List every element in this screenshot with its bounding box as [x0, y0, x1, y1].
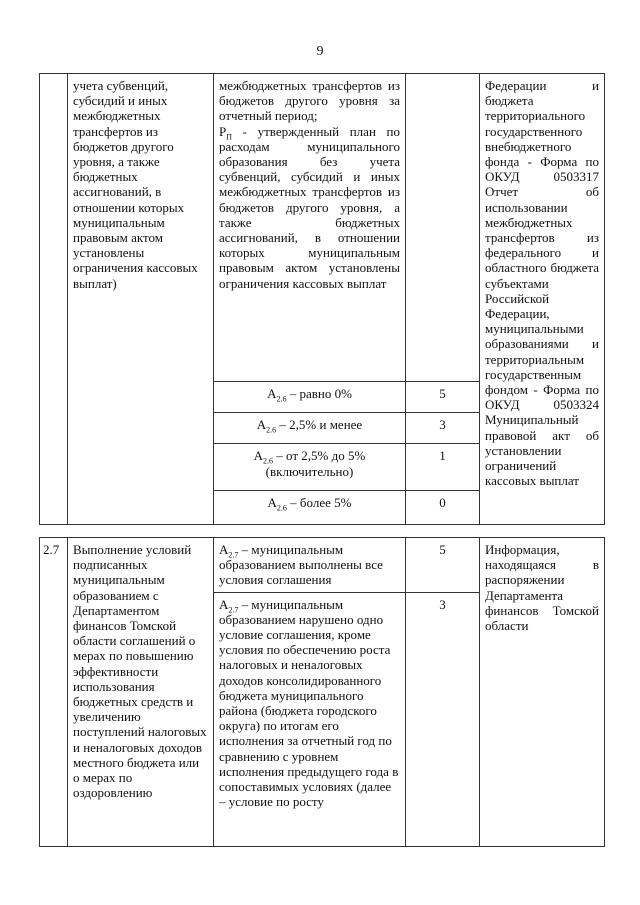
indicator-name-cell: Выполнение условий подписанных муниципальным образованием с Департаментом финансов Томской области соглашений о мерах по повышению эффективности использования бюджетных средств и увеличению поступлений налоговых и неналоговых доходов местного бюджета или о мерах по оздоровлению — [68, 538, 214, 847]
score-cell: 1 — [406, 444, 480, 491]
score-cell: 3 — [406, 592, 480, 846]
criterion-cell: $А_{2.6}$ – равно 0% — [214, 382, 406, 413]
number-cell: 2.7 — [40, 538, 68, 847]
score-cell: 5 — [406, 382, 480, 413]
table-row — [40, 538, 605, 593]
criterion-cell: $А_{2.6}$ – от 2,5% до 5% (включительно) — [214, 444, 406, 491]
criteria-table — [39, 537, 605, 847]
formula-description-cell — [214, 74, 406, 382]
score-cell: 3 — [406, 413, 480, 444]
criterion-cell: $А_{2.7}$ – муниципальным образованием нарушено одно условие соглашения, кроме условия по обеспечению роста налоговых и неналоговых доходов консолидированного бюджета муниципального района (бюджета городского округа) по итогам его исполнения за отчетный год по сравнению с уровнем исполнения предыдущего года в сопоставимых условиях (далее – условие по росту — [214, 592, 406, 846]
formula-text-a: межбюджетных трансфертов из бюджетов другого уровня за отчетный период; — [219, 78, 400, 124]
data-source-cell: Информация, находящаяся в распоряжении Департамента финансов Томской области — [480, 538, 605, 847]
table-row — [40, 74, 605, 382]
formula-subscript: П — [226, 132, 233, 142]
formula-symbol: Р — [219, 123, 227, 139]
criterion-cell: $А_{2.6}$ – более 5% — [214, 491, 406, 525]
page-number: 9 — [316, 44, 324, 59]
criteria-table-continued — [39, 73, 605, 525]
number-cell — [40, 74, 68, 525]
formula-text-b: - утвержденный план по расходам муниципального образования без учета субвенций, субсидий и иных межбюджетных трансфертов из бюджетов другого уровня, а также бюджетных ассигнований, в отношении которых муниципальным правовым актом установлены ограничения кассовых выплат — [219, 123, 400, 291]
score-cell — [406, 74, 480, 382]
criterion-cell: $А_{2.7}$ – муниципальным образованием выполнены все условия соглашения — [214, 538, 406, 593]
score-cell: 5 — [406, 538, 480, 593]
score-cell: 0 — [406, 491, 480, 525]
indicator-name-cell: учета субвенций, субсидий и иных межбюджетных трансфертов из бюджетов другого уровня, а также бюджетных ассигнований, в отношении которых муниципальным правовым актом установлены ограничения кассовых выплат) — [68, 74, 214, 525]
data-source-cell: Федерации и бюджета территориального государственного внебюджетного фонда - Форма по ОКУД 0503317 Отчет об использовании межбюджетных трансфертов из федерального и областного бюджета субъектами Российской Федерации, муниципальными образованиями и территориальным государственным фондом - Форма по ОКУД 0503324 Муниципальный правовой акт об установлении ограничений кассовых выплат — [480, 74, 605, 525]
criterion-cell: $А_{2.6} - 2,5\%$ и менее — [214, 413, 406, 444]
